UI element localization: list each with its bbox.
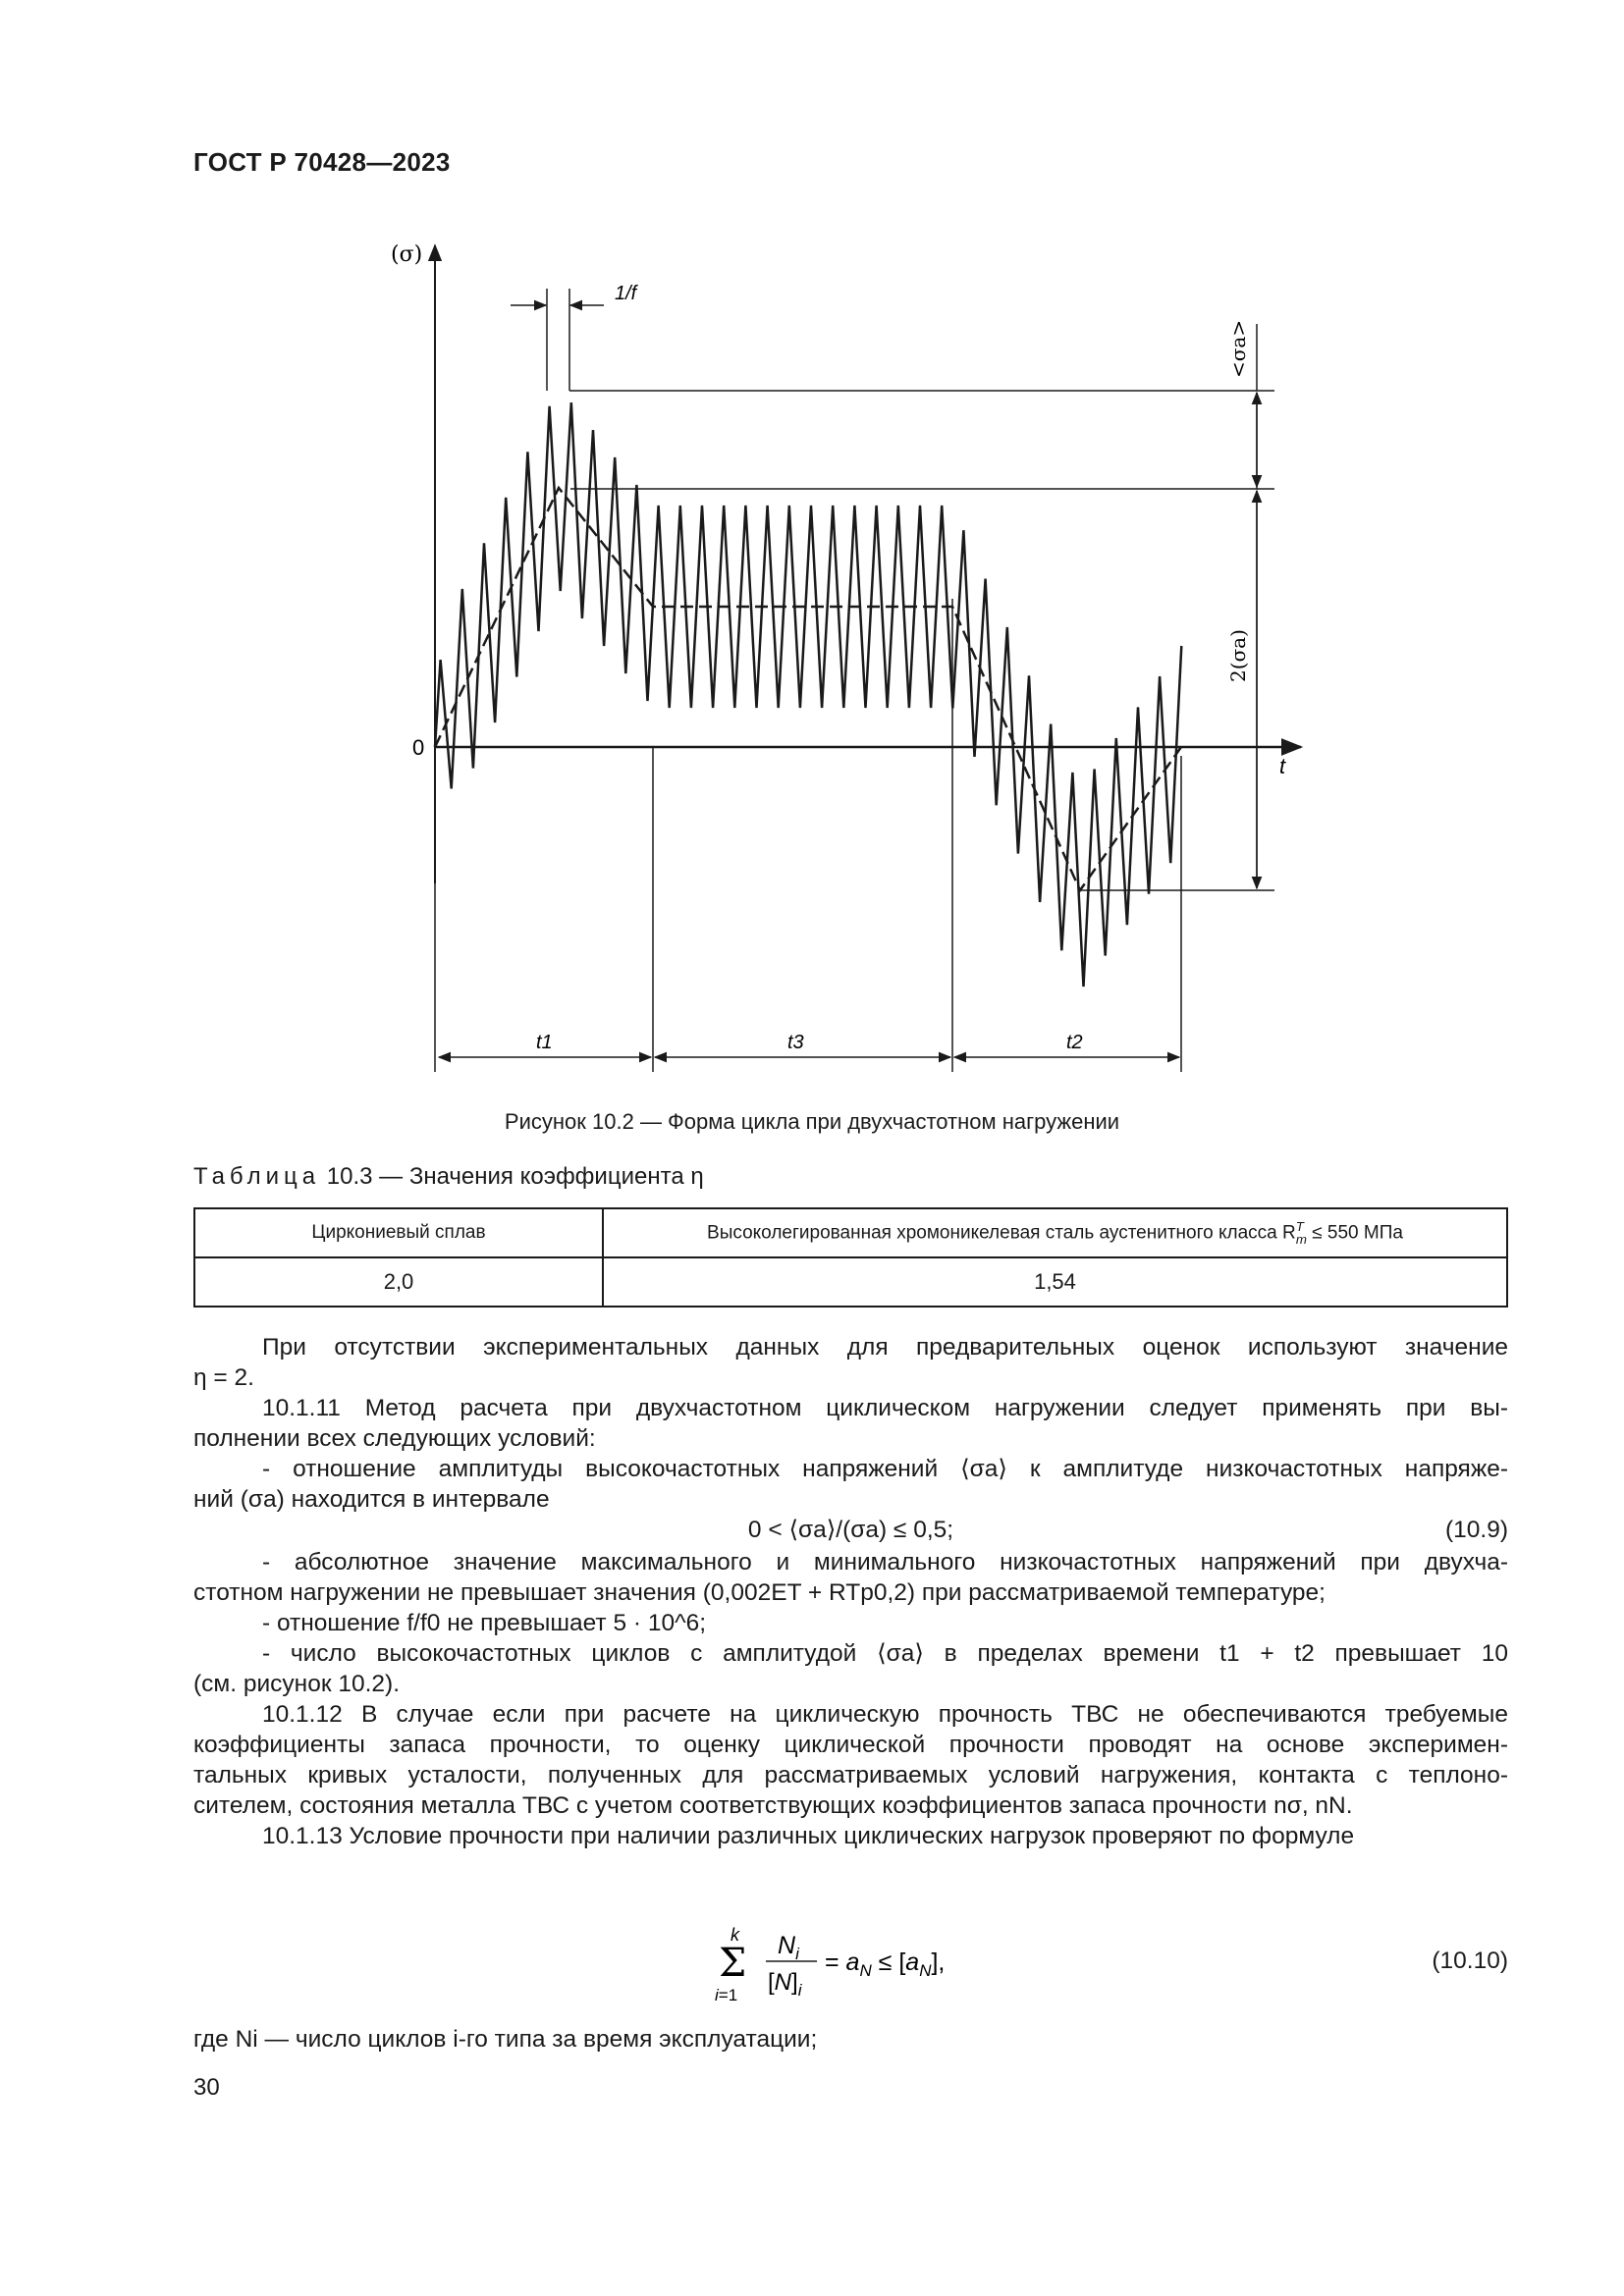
y-axis-label: (σ) (391, 242, 423, 267)
lf-range-label: 2(σa) (1226, 629, 1250, 682)
high-frequency-signal (435, 402, 1181, 987)
paragraph: тальных кривых усталости, полученных для рассматриваемых условий нагружения, контакта с теплоно- (193, 1762, 1508, 1789)
origin-label: 0 (412, 735, 425, 760)
where-clause: где Ni — число циклов i-го типа за время эксплуатации; (193, 2026, 818, 2053)
svg-text:Σ: Σ (719, 1941, 747, 1986)
paragraph: - абсолютное значение максимального и минимального низкочастотных напряжений при двухча- (262, 1549, 1508, 1575)
table-caption-text: 10.3 — Значения коэффициента η (326, 1163, 704, 1190)
t3-label: t3 (787, 1032, 804, 1053)
period-label: 1/f (615, 283, 637, 304)
svg-text:[N]i: $[N]_i$ (768, 1969, 802, 2000)
paragraph: коэффициенты запаса прочности, то оценку циклической прочности проводят на основе эксперимен- (193, 1732, 1508, 1758)
t1-label: t1 (536, 1032, 553, 1053)
equation-number: (10.9) (1444, 1517, 1508, 1543)
body-text (193, 1332, 1508, 1851)
paragraph: 10.1.12 В случае если при расчете на циклическую прочность ТВС не обеспечиваются требуемые (262, 1701, 1508, 1728)
svg-text:= aN ≤ [aN],: = $a_N \le [a_N]$, (825, 1949, 946, 1980)
paragraph: При отсутствии экспериментальных данных для предварительных оценок используют значение (262, 1334, 1508, 1361)
paragraph: ний (σa) находится в интервале (193, 1486, 550, 1513)
x-axis-label: t (1279, 754, 1286, 778)
paragraph: (см. рисунок 10.2). (193, 1671, 401, 1697)
table-caption (193, 1163, 704, 1191)
table-caption-word: Таблица (193, 1163, 321, 1190)
svg-text:i=1: i=1 (715, 1986, 738, 2004)
paragraph: 10.1.11 Метод расчета при двухчастотном циклическом нагружении следует применять при вы- (262, 1395, 1508, 1421)
t2-label: t2 (1066, 1032, 1083, 1053)
steel-value: 1,54 (603, 1257, 1507, 1307)
zirconium-value: 2,0 (194, 1257, 603, 1307)
equation-10-9 (193, 1515, 1508, 1547)
paragraph: η = 2. (193, 1364, 254, 1391)
coefficient-table (193, 1207, 1508, 1308)
paragraph: стотном нагружении не превышает значения (0,002ET + RTp0,2) при рассматриваемой температуре; (193, 1579, 1326, 1606)
svg-text:k: k (731, 1925, 739, 1945)
paragraph: - отношение f/f0 не превышает 5 · 10^6; (262, 1610, 707, 1636)
page-number: 30 (193, 2074, 220, 2101)
paragraph: полнении всех следующих условий: (193, 1425, 596, 1452)
paragraph: 10.1.13 Условие прочности при наличии различных циклических нагрузок проверяют по формуле (262, 1823, 1355, 1849)
equation-body: 0 < ⟨σa⟩/(σa) ≤ 0,5; (747, 1517, 954, 1543)
svg-text:Ni: $N_i$ (778, 1932, 799, 1963)
paragraph: - отношение амплитуды высокочастотных напряжений ⟨σa⟩ к амплитуде низкочастотных напряже- (262, 1456, 1508, 1482)
paragraph: сителем, состояния металла ТВС с учетом соответствующих коэффициентов запаса прочности nσ, nN. (193, 1792, 1353, 1819)
figure-caption: Рисунок 10.2 — Форма цикла при двухчастотном нагружении (504, 1109, 1120, 1134)
hf-amplitude-label: <σa> (1226, 319, 1250, 378)
col-steel-header: Высоколегированная хромоникелевая сталь аустенитного класса $R^T_m \le 550$ МПа (603, 1208, 1507, 1257)
equation-10-10-number: (10.10) (1432, 1948, 1508, 1974)
paragraph: - число высокочастотных циклов с амплитудой ⟨σa⟩ в пределах времени t1 + t2 превышает 10 (262, 1640, 1508, 1667)
document-header: ГОСТ Р 70428—2023 (193, 147, 451, 177)
col-zirconium-header: Циркониевый сплав (194, 1208, 603, 1257)
